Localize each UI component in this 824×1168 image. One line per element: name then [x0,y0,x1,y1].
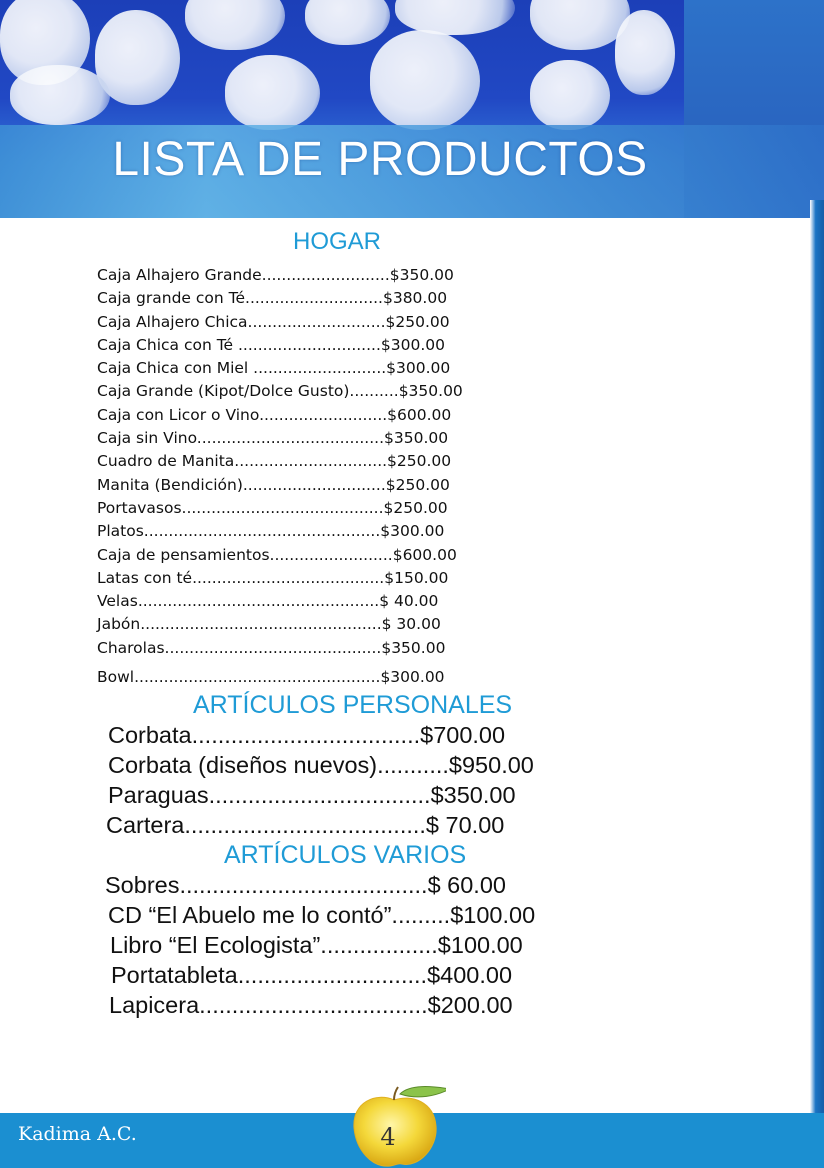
paint-blob [530,60,610,130]
paint-blob [305,0,390,45]
list-item: Caja Alhajero Grande..........................$350.00 [97,266,454,284]
list-item: Platos................................................$300.00 [97,522,445,541]
list-item: Caja Alhajero Chica............................$250.00 [97,312,450,331]
list-item: Caja Chica con Miel ...........................$300.00 [97,359,451,378]
paint-blob [225,55,320,130]
list-item: Manita (Bendición).............................$250.00 [97,475,450,494]
section-heading-hogar: HOGAR [293,228,382,255]
paint-blob [185,0,285,50]
list-item: Caja Grande (Kipot/Dolce Gusto)..........$350.00 [97,382,463,401]
footer-brand: Kadima A.C. [18,1123,137,1145]
list-item: Bowl..................................................$300.00 [97,668,445,687]
list-item: Lapicera...................................$200.00 [109,992,513,1018]
list-item: Caja sin Vino......................................$350.00 [97,429,449,448]
page-number: 4 [380,1123,396,1151]
section-heading-varios: ARTÍCULOS VARIOS [224,841,467,869]
list-item: Latas con té.......................................$150.00 [97,568,449,587]
list-item: Caja grande con Té............................$380.00 [97,289,448,308]
list-item: Portatableta.............................$400.00 [111,962,513,988]
right-edge-strip [810,200,824,1120]
list-item: Velas.................................................$ 40.00 [97,592,439,611]
paint-blob [370,30,480,130]
personales-product-list [108,720,534,840]
list-item: Sobres......................................$ 60.00 [105,872,506,898]
list-item: Libro “El Ecologista”..................$100.00 [110,932,523,958]
list-item: Cartera.....................................$ 70.00 [106,812,505,838]
list-item: Portavasos.........................................$250.00 [97,498,448,517]
list-item: Caja Chica con Té .............................$300.00 [97,335,445,354]
hogar-product-list [97,264,463,689]
list-item: Charolas............................................$350.00 [97,638,446,657]
list-item: Corbata...................................$700.00 [108,722,506,748]
paint-blob [10,65,110,125]
varios-product-list [105,870,535,1020]
list-item: CD “El Abuelo me lo contó”.........$100.00 [108,902,536,928]
list-item: Corbata (diseños nuevos)...........$950.00 [108,752,534,778]
list-item: Cuadro de Manita...............................$250.00 [97,452,452,471]
list-item: Caja con Licor o Vino..........................$600.00 [97,405,452,424]
page-title: LISTA DE PRODUCTOS [112,133,648,186]
paint-blob [615,10,675,95]
list-item: Jabón.................................................$ 30.00 [97,615,441,634]
list-item: Caja de pensamientos.........................$600.00 [97,545,457,564]
section-heading-personales: ARTÍCULOS PERSONALES [193,691,513,719]
list-item: Paraguas..................................$350.00 [108,782,516,808]
